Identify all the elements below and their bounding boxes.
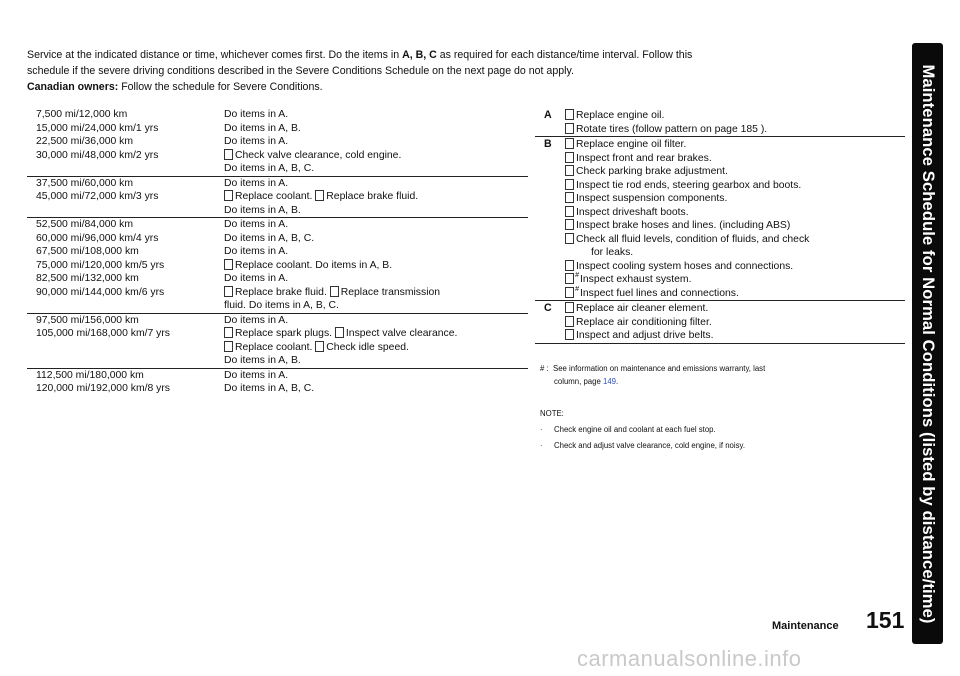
- code-item: [565, 287, 905, 301]
- checkbox[interactable]: [224, 259, 233, 270]
- action-line: [224, 259, 528, 273]
- code-item-text: Inspect front and rear brakes.: [576, 152, 712, 164]
- checkbox[interactable]: [565, 165, 574, 176]
- action-text: Replace coolant. Do items in A, B.: [235, 259, 393, 271]
- distance-label: 60,000 mi/96,000 km/4 yrs: [36, 232, 159, 244]
- code-item-text: Replace air cleaner element.: [576, 303, 709, 314]
- sidebar-title: Maintenance Schedule for Normal Conditions (listed by distance/time): [918, 63, 938, 624]
- code-item-text: Rotate tires (follow pattern on page 185 ).: [576, 123, 768, 135]
- action-line: [224, 245, 528, 259]
- distance-label: 45,000 mi/72,000 km/3 yrs: [36, 191, 159, 202]
- distance-label: 112,500 mi/180,000 km: [36, 369, 144, 381]
- checkbox[interactable]: [565, 123, 574, 134]
- distance-label: 120,000 mi/192,000 km/8 yrs: [36, 383, 170, 394]
- code-item-text: Inspect brake hoses and lines. (including ABS): [576, 220, 791, 231]
- action-text: Replace transmission: [340, 286, 441, 298]
- code-item: [565, 192, 905, 206]
- checkbox[interactable]: [224, 149, 233, 160]
- checkbox[interactable]: [565, 329, 574, 340]
- distance-label: 15,000 mi/24,000 km/1 yrs: [36, 122, 159, 134]
- code-item: [565, 302, 905, 316]
- distance-label: 82,500 mi/132,000 km: [36, 273, 139, 284]
- checkbox[interactable]: [565, 138, 574, 149]
- code-item: [565, 246, 905, 260]
- code-item: [565, 206, 905, 220]
- code-group-a: [535, 108, 905, 137]
- code-items: [565, 108, 905, 136]
- code-item: [565, 219, 905, 233]
- note-item: · Check and adjust valve clearance, cold engine, if noisy.: [540, 441, 745, 450]
- code-item: [565, 109, 905, 123]
- schedule-row: [27, 369, 528, 396]
- footer-section-label: Maintenance: [772, 620, 839, 632]
- action-line: [224, 286, 528, 300]
- distance-label: 67,500 mi/108,000 km: [36, 246, 139, 257]
- code-item-text: for leaks.: [591, 247, 634, 258]
- action-text: Do items in A, B, C.: [224, 232, 315, 244]
- distance-label: 7,500 mi/12,000 km: [36, 109, 128, 120]
- distance-label: 37,500 mi/60,000 km: [36, 177, 134, 189]
- distance-label: 52,500 mi/84,000 km: [36, 219, 134, 230]
- code-item-text: Check parking brake adjustment.: [576, 166, 728, 177]
- action-text: Do items in A, B, C.: [224, 163, 315, 174]
- distance-label: 90,000 mi/144,000 km/6 yrs: [36, 286, 165, 298]
- code-item: [565, 138, 905, 152]
- code-item-text: Inspect cooling system hoses and connections.: [576, 260, 794, 272]
- schedule-row: [27, 314, 528, 369]
- action-text: Check valve clearance, cold engine.: [235, 149, 402, 161]
- action-line: [224, 369, 528, 383]
- checkbox[interactable]: [224, 286, 233, 297]
- checkbox[interactable]: [224, 327, 233, 338]
- action-text: Replace brake fluid.: [326, 191, 419, 202]
- note-item: · Check engine oil and coolant at each fuel stop.: [540, 425, 716, 434]
- checkbox[interactable]: [335, 327, 344, 338]
- schedule-row: [27, 108, 528, 177]
- action-line: [224, 341, 528, 355]
- canadian-owners-line: Canadian owners: Follow the schedule for Severe Conditions.: [27, 81, 323, 93]
- distance-column: [27, 314, 224, 368]
- checkbox[interactable]: [565, 273, 574, 284]
- code-item-text: Inspect exhaust system.: [580, 274, 692, 285]
- action-text: Do items in A.: [224, 369, 289, 381]
- action-line: [224, 177, 528, 191]
- code-item-text: Inspect and adjust drive belts.: [576, 330, 714, 341]
- actions-column: [224, 108, 528, 176]
- action-line: [224, 149, 528, 163]
- intro-line-2: schedule if the severe driving conditions described in the Severe Conditions Schedule on the next page do not apply.: [27, 65, 574, 77]
- code-item: [565, 316, 905, 330]
- schedule-row: [27, 177, 528, 219]
- distance-column: [27, 369, 224, 396]
- checkbox[interactable]: [330, 286, 339, 297]
- distance-column: [27, 218, 224, 313]
- checkbox[interactable]: [565, 260, 574, 271]
- checkbox[interactable]: [565, 109, 574, 120]
- checkbox[interactable]: [224, 341, 233, 352]
- distance-label: 22,500 mi/36,000 km: [36, 136, 134, 147]
- checkbox[interactable]: [565, 206, 574, 217]
- action-text: Do items in A, B.: [224, 122, 301, 134]
- distance-label: 97,500 mi/156,000 km: [36, 314, 139, 326]
- code-letter: A: [544, 109, 552, 121]
- code-item-text: Inspect tie rod ends, steering gearbox and boots.: [576, 179, 802, 191]
- code-item: [565, 152, 905, 166]
- action-text: Replace brake fluid.: [235, 286, 330, 298]
- action-line: [224, 272, 528, 286]
- action-text: Inspect valve clearance.: [345, 328, 458, 339]
- checkbox[interactable]: [565, 316, 574, 327]
- page-number: 151: [866, 607, 905, 633]
- action-line: [224, 204, 528, 218]
- action-line: [224, 162, 528, 176]
- action-text: Check idle speed.: [326, 341, 409, 353]
- code-item-text: Inspect suspension components.: [576, 193, 728, 204]
- checkbox[interactable]: [224, 190, 233, 201]
- action-text: Replace coolant.: [235, 191, 316, 202]
- code-letter: C: [544, 302, 552, 314]
- distance-label: 30,000 mi/48,000 km/2 yrs: [36, 149, 159, 161]
- intro-paragraph: [27, 47, 907, 95]
- action-line: [224, 232, 528, 246]
- code-item: [565, 179, 905, 193]
- action-line: [224, 354, 528, 368]
- action-line: [224, 190, 528, 204]
- actions-column: [224, 218, 528, 313]
- code-item: [565, 233, 905, 247]
- distance-column: [27, 108, 224, 176]
- code-item: [565, 329, 905, 343]
- action-text: Do items in A.: [224, 136, 289, 147]
- action-line: [224, 299, 528, 313]
- checkbox[interactable]: [565, 287, 574, 298]
- footnote: # : See information on maintenance and emissions warranty, last column, page 149.: [540, 364, 766, 386]
- code-letter: B: [544, 138, 552, 150]
- code-item-text: Replace air conditioning filter.: [576, 316, 712, 328]
- action-line: [224, 108, 528, 122]
- distance-label: 75,000 mi/120,000 km/5 yrs: [36, 259, 165, 271]
- action-text: Do items in A.: [224, 314, 289, 326]
- section-sidebar: [912, 43, 943, 644]
- code-items: [565, 301, 905, 343]
- action-text: Do items in A, B, C.: [224, 383, 315, 394]
- checkbox[interactable]: [565, 192, 574, 203]
- canadian-owners-label: Canadian owners:: [27, 81, 119, 93]
- intro-line-1: Service at the indicated distance or time, whichever comes first. Do the items in A, B, C as required for each distance/time interval. Follow this: [27, 49, 693, 61]
- distance-column: [27, 177, 224, 218]
- code-group-c: [535, 301, 905, 344]
- action-text: Do items in A.: [224, 246, 289, 257]
- service-codes-table: [535, 108, 905, 344]
- checkbox[interactable]: [565, 233, 574, 244]
- schedule-row: [27, 218, 528, 314]
- checkbox[interactable]: [315, 341, 324, 352]
- code-item: [565, 123, 905, 137]
- action-text: Do items in A.: [224, 273, 289, 284]
- code-item: [565, 260, 905, 274]
- action-line: [224, 218, 528, 232]
- code-item-text: Inspect driveshaft boots.: [576, 206, 689, 218]
- code-group-b: [535, 137, 905, 301]
- checkbox[interactable]: [565, 179, 574, 190]
- checkbox[interactable]: [565, 302, 574, 313]
- actions-column: [224, 177, 528, 218]
- action-text: Do items in A, B.: [224, 204, 301, 216]
- checkbox[interactable]: [565, 152, 574, 163]
- action-text: Do items in A.: [224, 109, 289, 120]
- action-line: [224, 135, 528, 149]
- action-text: Do items in A.: [224, 219, 289, 230]
- distance-label: 105,000 mi/168,000 km/7 yrs: [36, 328, 170, 339]
- action-line: [224, 122, 528, 136]
- checkbox[interactable]: [315, 190, 324, 201]
- watermark: carmanualsonline.info: [577, 646, 802, 671]
- actions-column: [224, 369, 528, 396]
- notes-section: [540, 406, 900, 454]
- code-item: [565, 165, 905, 179]
- action-text: Do items in A.: [224, 177, 289, 189]
- action-line: [224, 314, 528, 328]
- checkbox[interactable]: [565, 219, 574, 230]
- notes-title: NOTE:: [540, 409, 564, 418]
- code-item-text: Inspect fuel lines and connections.: [580, 287, 739, 299]
- actions-column: [224, 314, 528, 368]
- action-line: [224, 327, 528, 341]
- distance-schedule-table: [27, 108, 528, 396]
- action-text: Replace spark plugs.: [235, 328, 335, 339]
- action-line: [224, 382, 528, 396]
- action-text: Do items in A, B.: [224, 355, 301, 366]
- code-item-text: Replace engine oil filter.: [576, 139, 687, 150]
- page-link[interactable]: 149: [602, 377, 616, 386]
- code-item-text: Replace engine oil.: [576, 110, 665, 121]
- action-text: Replace coolant.: [235, 341, 316, 353]
- action-text: fluid. Do items in A, B, C.: [224, 300, 339, 311]
- code-item: [565, 273, 905, 287]
- code-items: [565, 137, 905, 300]
- code-item-text: Check all fluid levels, condition of fluids, and check: [576, 233, 810, 245]
- footnote-mark: # :: [540, 364, 549, 373]
